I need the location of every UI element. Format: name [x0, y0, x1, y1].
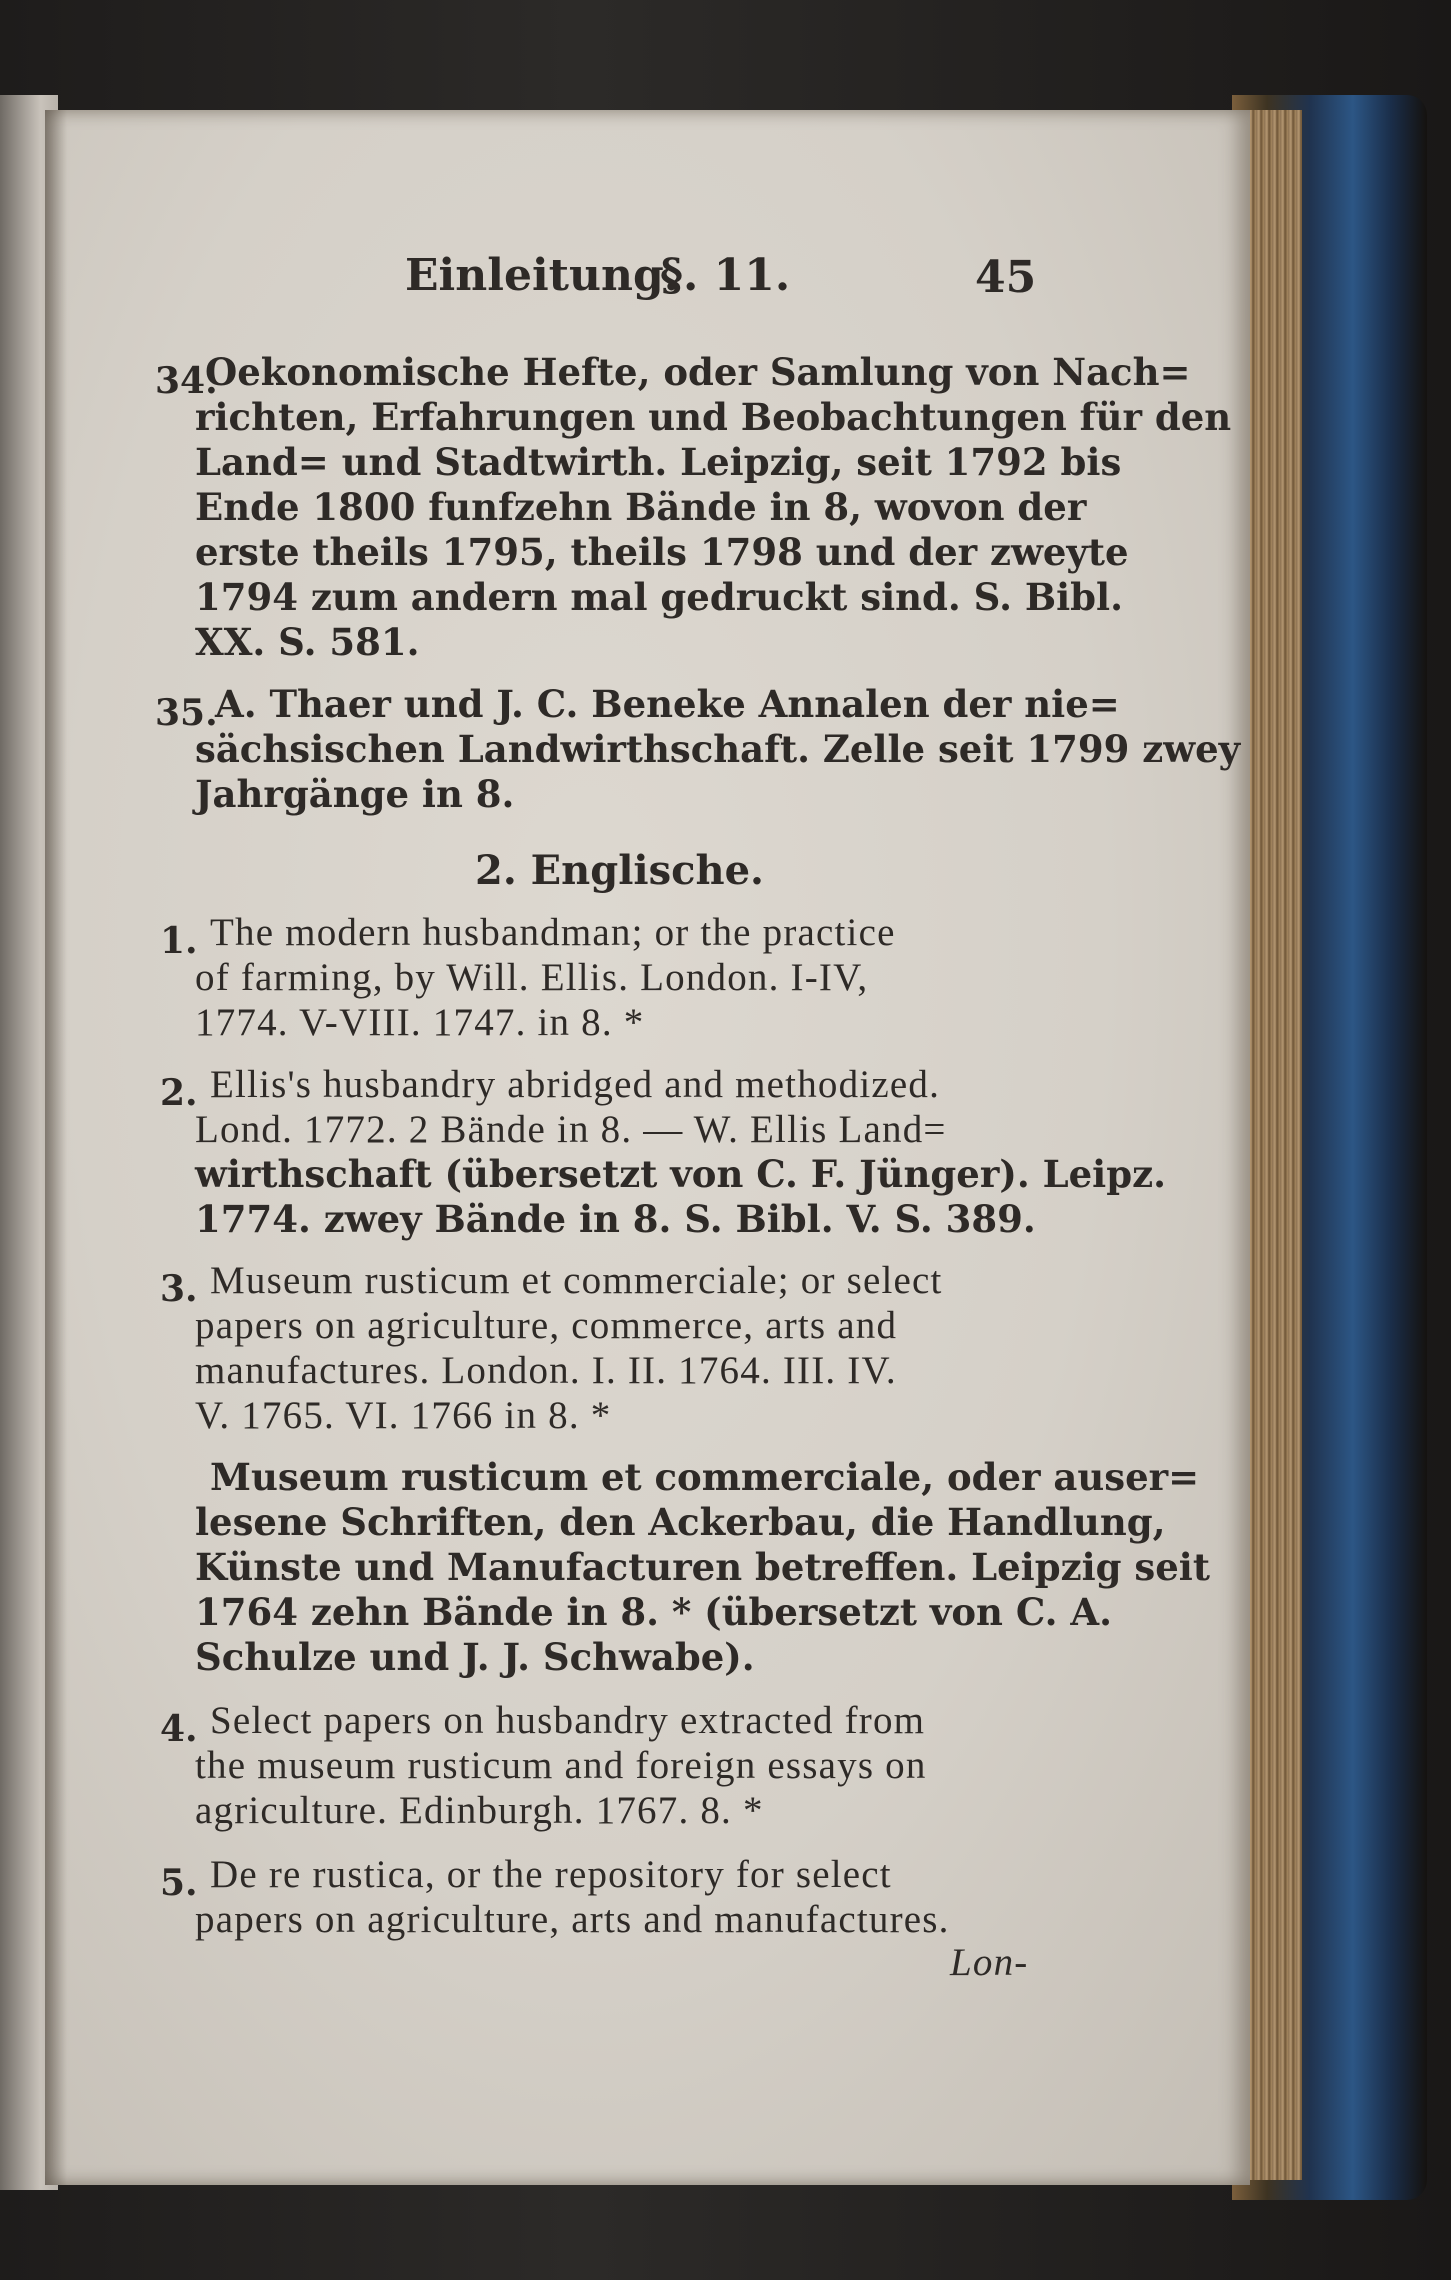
entry-number: 4.	[160, 1708, 198, 1750]
entry-line: De re rustica, or the repository for select	[210, 1853, 892, 1896]
entry-line: XX. S. 581.	[195, 620, 420, 664]
entry-line: papers on agriculture, arts and manufactures.	[195, 1898, 950, 1941]
entry-line: Ende 1800 funfzehn Bände in 8, wovon der	[195, 485, 1087, 529]
entry-line: wirthschaft (übersetzt von C. F. Jünger). Leipz.	[195, 1152, 1166, 1196]
entry-line: Land= und Stadtwirth. Leipzig, seit 1792 bis	[195, 440, 1122, 484]
entry-number: 1.	[160, 920, 198, 962]
entry-line: agriculture. Edinburgh. 1767. 8. *	[195, 1789, 764, 1832]
entry-line: of farming, by Will. Ellis. London. I-IV,	[195, 956, 869, 999]
entry-subline: Künste und Manufacturen betreffen. Leipzig seit	[195, 1545, 1210, 1589]
entry-line: papers on agriculture, commerce, arts and	[195, 1304, 898, 1347]
section-heading: 2. Englische.	[475, 847, 764, 894]
gutter-shadow	[45, 110, 67, 2185]
entry-number: 5.	[160, 1862, 198, 1904]
entry-line: erste theils 1795, theils 1798 und der zweyte	[195, 530, 1129, 574]
entry-line: 1774. zwey Bände in 8. S. Bibl. V. S. 389.	[195, 1197, 1036, 1241]
entry-line: the museum rusticum and foreign essays on	[195, 1744, 927, 1787]
entry-line: manufactures. London. I. II. 1764. III. IV.	[195, 1349, 897, 1392]
entry-line: Lond. 1772. 2 Bände in 8. — W. Ellis Land=	[195, 1108, 947, 1151]
entry-number: 2.	[160, 1072, 198, 1114]
running-head-section: §. 11.	[660, 250, 791, 301]
entry-number: 34.	[155, 360, 218, 402]
entry-number: 35.	[155, 692, 218, 734]
entry-line: Ellis's husbandry abridged and methodized.	[210, 1063, 941, 1106]
entry-subline: Museum rusticum et commerciale, oder auser=	[210, 1455, 1200, 1499]
entry-line: sächsischen Landwirthschaft. Zelle seit 1799 zwey	[195, 727, 1241, 771]
entry-line: 1794 zum andern mal gedruckt sind. S. Bibl.	[195, 575, 1123, 619]
entry-line: The modern husbandman; or the practice	[210, 911, 896, 954]
entry-line: Jahrgänge in 8.	[195, 772, 515, 816]
entry-line: richten, Erfahrungen und Beobachtungen für den	[195, 395, 1232, 439]
entry-number: 3.	[160, 1268, 198, 1310]
book-page	[45, 110, 1250, 2185]
entry-line: Museum rusticum et commerciale; or select	[210, 1259, 943, 1302]
entry-line: 1774. V-VIII. 1747. in 8. *	[195, 1001, 645, 1044]
entry-subline: Schulze und J. J. Schwabe).	[195, 1635, 755, 1679]
entry-line: A. Thaer und J. C. Beneke Annalen der nie=	[215, 682, 1120, 726]
entry-line: Select papers on husbandry extracted from	[210, 1699, 926, 1742]
page-number: 45	[975, 252, 1037, 303]
running-head-title: Einleitung.	[405, 250, 680, 301]
entry-subline: 1764 zehn Bände in 8. * (übersetzt von C. A.	[195, 1590, 1112, 1634]
catchword: Lon-	[950, 1941, 1029, 1984]
entry-line: V. 1765. VI. 1766 in 8. *	[195, 1394, 612, 1437]
entry-subline: lesene Schriften, den Ackerbau, die Handlung,	[195, 1500, 1166, 1544]
entry-line: Oekonomische Hefte, oder Samlung von Nach=	[205, 350, 1191, 394]
